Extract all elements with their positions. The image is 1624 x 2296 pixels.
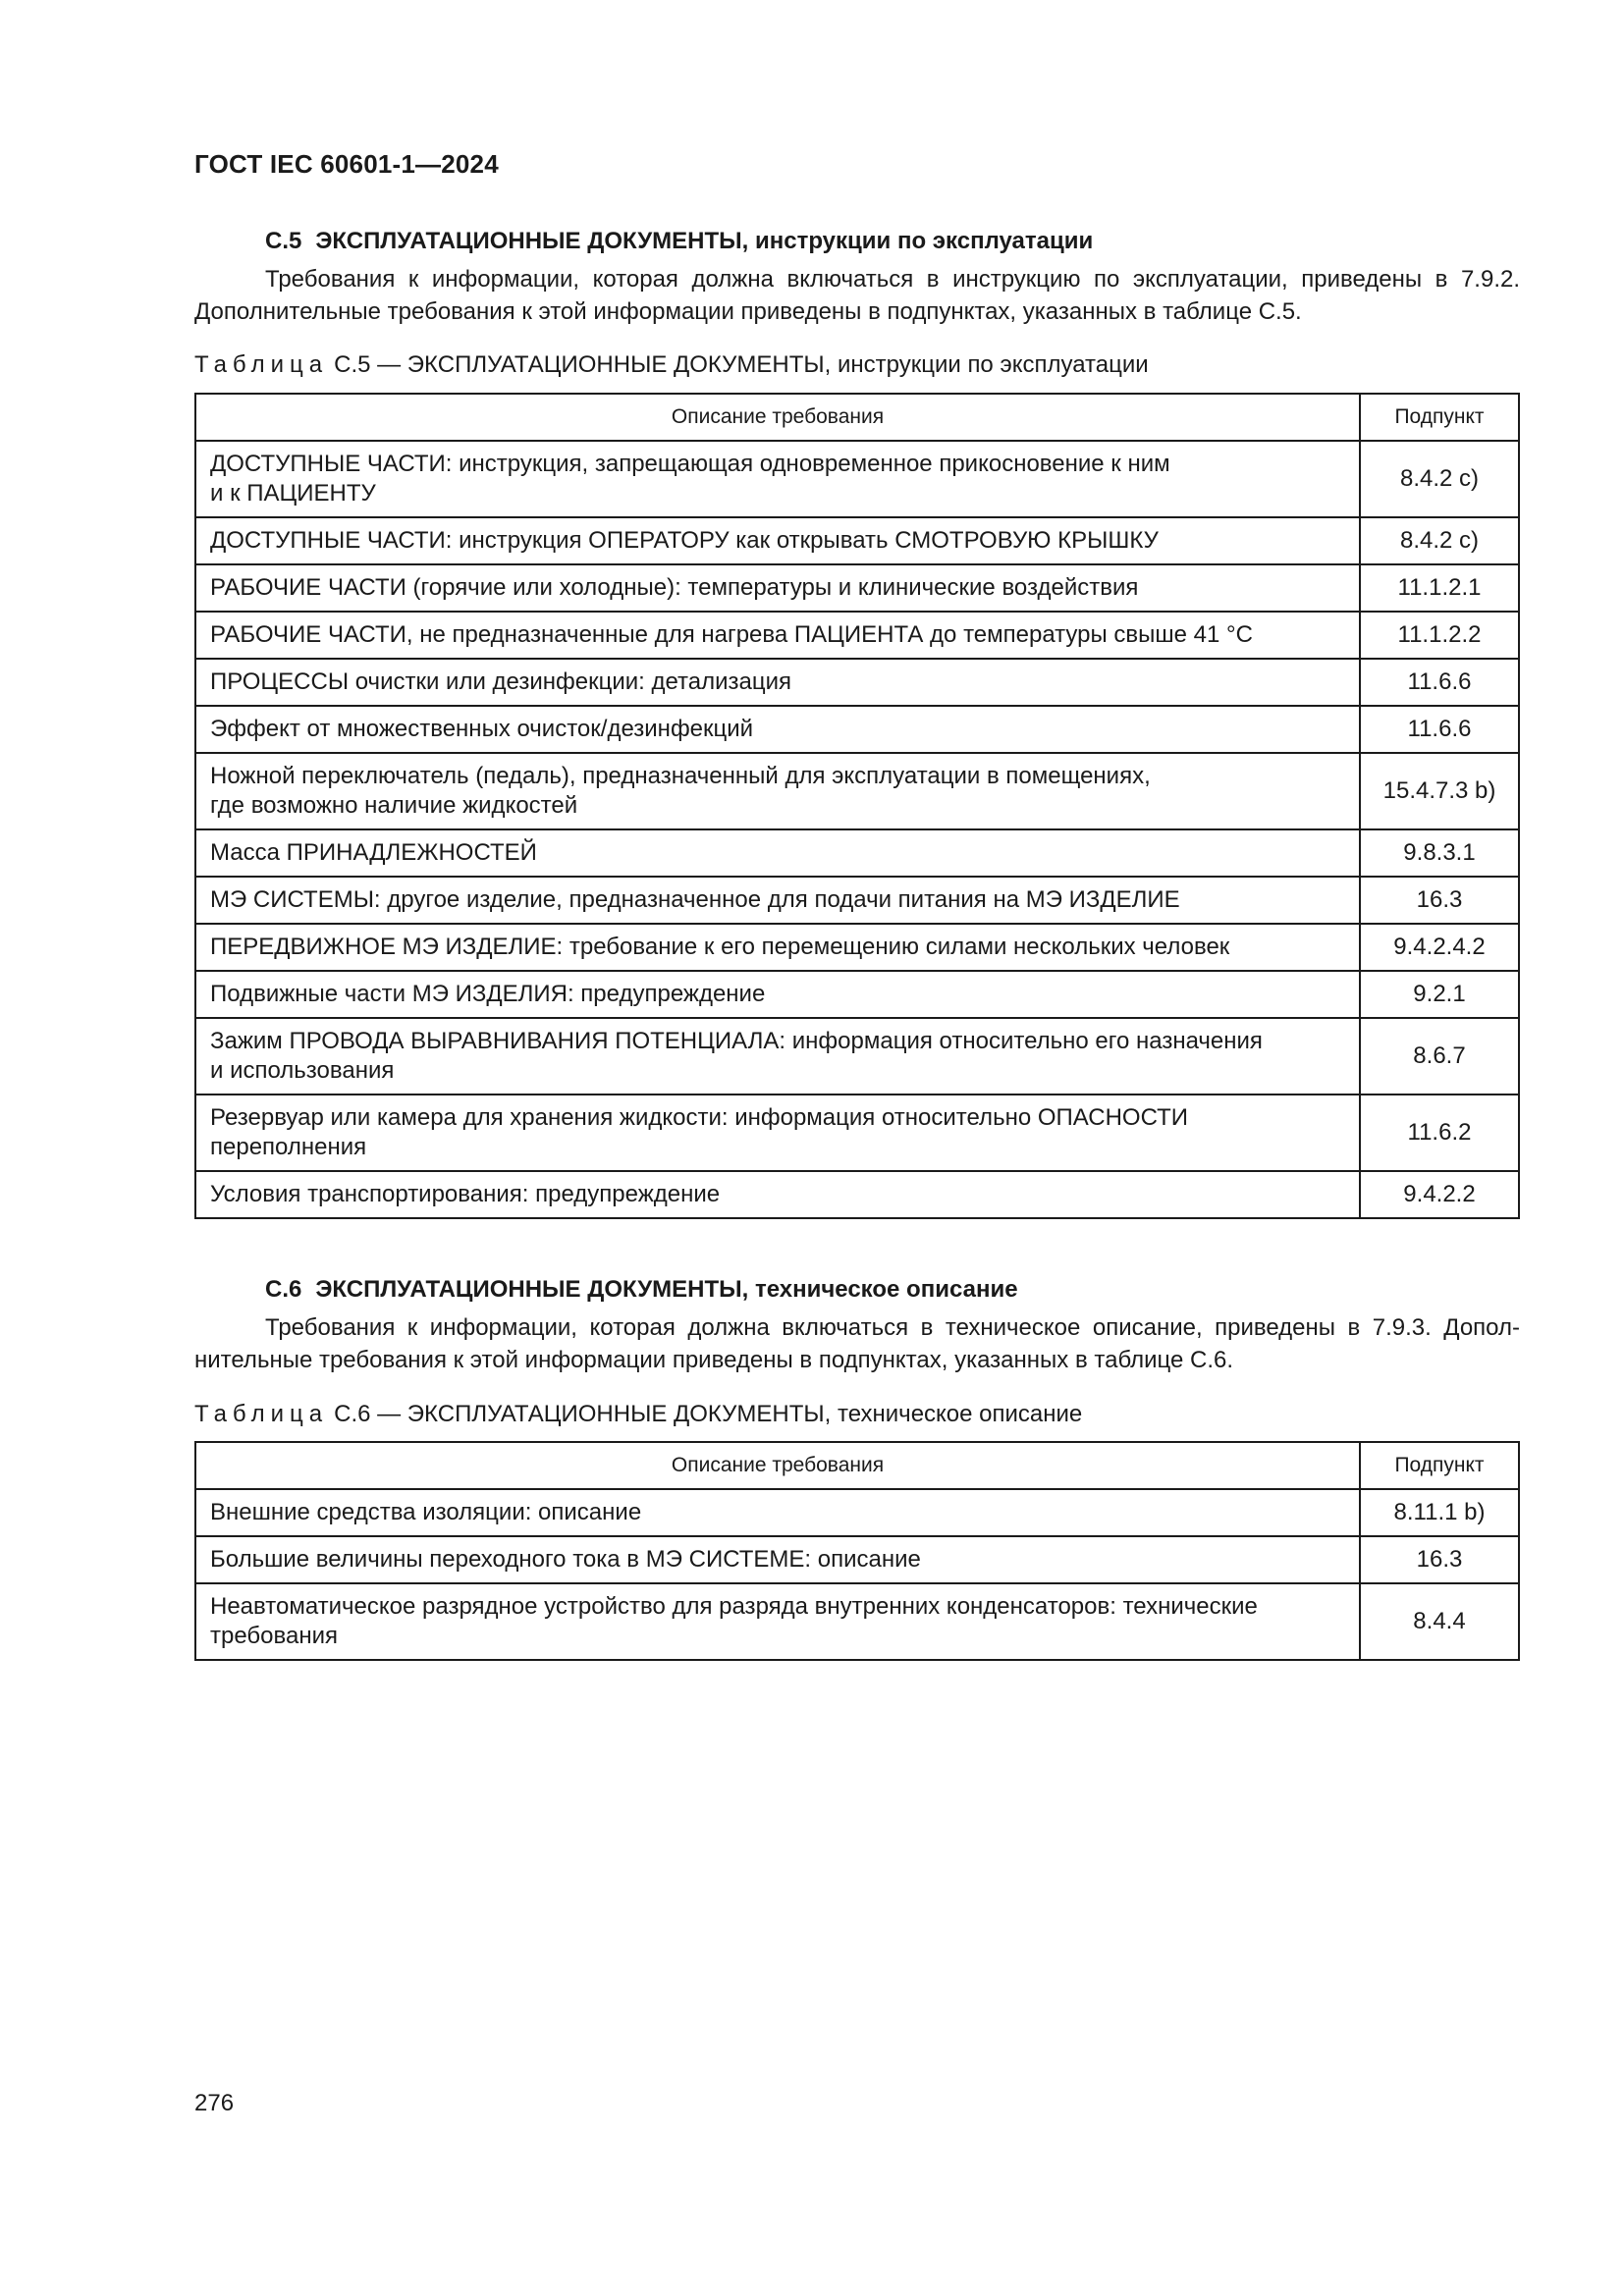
table-row [195, 1095, 1519, 1171]
clause-reference: 11.1.2.1 [1360, 564, 1519, 612]
table-body [195, 1489, 1519, 1660]
paragraph-line: нительные требования к этой информации приведены в подпунктах, указанных в таблице С.6. [194, 1347, 1234, 1373]
table-caption-text: С.5 — ЭКСПЛУАТАЦИОННЫЕ ДОКУМЕНТЫ, инструкции по эксплуатации [334, 351, 1149, 378]
column-header-clause: Подпункт [1360, 394, 1519, 441]
requirement-description [195, 753, 1360, 829]
requirement-description [195, 441, 1360, 517]
table-caption-c6 [194, 1401, 1082, 1428]
description-line: ДОСТУПНЫЕ ЧАСТИ: инструкция, запрещающая одновременное прикосновение к ним [210, 451, 1170, 477]
description-line: переполнения [210, 1134, 367, 1160]
description-line: Масса ПРИНАДЛЕЖНОСТЕЙ [210, 839, 537, 866]
table-row [195, 1171, 1519, 1218]
requirement-description [195, 1095, 1360, 1171]
column-header-description: Описание требования [195, 1442, 1360, 1489]
paragraph-line: Требования к информации, которая должна включаться в техническое описание, приведены в 7.9.3. Допол- [265, 1314, 1520, 1341]
description-line: МЭ СИСТЕМЫ: другое изделие, предназначенное для подачи питания на МЭ ИЗДЕЛИЕ [210, 886, 1180, 913]
description-line: РАБОЧИЕ ЧАСТИ (горячие или холодные): температуры и клинические воздействия [210, 574, 1139, 601]
requirement-description [195, 706, 1360, 753]
table-row [195, 924, 1519, 971]
clause-reference: 11.1.2.2 [1360, 612, 1519, 659]
clause-reference: 15.4.7.3 b) [1360, 753, 1519, 829]
clause-reference: 9.4.2.2 [1360, 1171, 1519, 1218]
requirement-description [195, 612, 1360, 659]
column-header-clause: Подпункт [1360, 1442, 1519, 1489]
clause-reference: 9.2.1 [1360, 971, 1519, 1018]
table-row [195, 441, 1519, 517]
description-line: ДОСТУПНЫЕ ЧАСТИ: инструкция ОПЕРАТОРУ как открывать СМОТРОВУЮ КРЫШКУ [210, 527, 1159, 554]
table-caption-text: С.6 — ЭКСПЛУАТАЦИОННЫЕ ДОКУМЕНТЫ, техническое описание [334, 1401, 1083, 1427]
table-row [195, 659, 1519, 706]
clause-reference: 8.11.1 b) [1360, 1489, 1519, 1536]
section-heading-c6 [265, 1276, 1018, 1304]
clause-reference: 16.3 [1360, 877, 1519, 924]
paragraph-line: Дополнительные требования к этой информации приведены в подпунктах, указанных в таблице С.5. [194, 298, 1302, 325]
table-body [195, 441, 1519, 1218]
table-caption-label: Таблица [194, 1401, 329, 1427]
requirement-description [195, 1018, 1360, 1095]
description-line: РАБОЧИЕ ЧАСТИ, не предназначенные для нагрева ПАЦИЕНТА до температуры свыше 41 °С [210, 621, 1253, 648]
section-title: ЭКСПЛУАТАЦИОННЫЕ ДОКУМЕНТЫ, инструкции по эксплуатации [315, 228, 1094, 254]
section-number: С.6 [265, 1276, 302, 1303]
requirement-description [195, 877, 1360, 924]
description-line: Зажим ПРОВОДА ВЫРАВНИВАНИЯ ПОТЕНЦИАЛА: информация относительно его назначения [210, 1028, 1263, 1054]
clause-reference: 9.4.2.4.2 [1360, 924, 1519, 971]
description-line: Большие величины переходного тока в МЭ СИСТЕМЕ: описание [210, 1546, 921, 1573]
section-paragraph-c5 [194, 263, 1520, 328]
table-row [195, 753, 1519, 829]
column-header-description: Описание требования [195, 394, 1360, 441]
requirement-description [195, 1536, 1360, 1583]
clause-reference: 9.8.3.1 [1360, 829, 1519, 877]
clause-reference: 16.3 [1360, 1536, 1519, 1583]
section-heading-c5 [265, 228, 1093, 255]
table-row [195, 517, 1519, 564]
table-row [195, 1583, 1519, 1660]
clause-reference: 8.6.7 [1360, 1018, 1519, 1095]
description-line: где возможно наличие жидкостей [210, 792, 578, 819]
clause-reference: 8.4.4 [1360, 1583, 1519, 1660]
description-line: ПЕРЕДВИЖНОЕ МЭ ИЗДЕЛИЕ: требование к его перемещению силами нескольких человек [210, 934, 1230, 960]
table-caption-c5 [194, 351, 1149, 379]
description-line: Неавтоматическое разрядное устройство для разряда внутренних конденсаторов: технические [210, 1593, 1258, 1620]
page-number: 276 [194, 2090, 235, 2116]
table-row [195, 1018, 1519, 1095]
requirement-description [195, 1171, 1360, 1218]
requirement-description [195, 829, 1360, 877]
description-line: Резервуар или камера для хранения жидкости: информация относительно ОПАСНОСТИ [210, 1104, 1189, 1131]
section-title: ЭКСПЛУАТАЦИОННЫЕ ДОКУМЕНТЫ, техническое описание [315, 1276, 1018, 1303]
requirements-table-c6 [194, 1441, 1520, 1661]
description-line: и использования [210, 1057, 395, 1084]
description-line: Условия транспортирования: предупреждение [210, 1181, 721, 1207]
description-line: требования [210, 1623, 338, 1649]
requirement-description [195, 924, 1360, 971]
requirement-description [195, 564, 1360, 612]
table-caption-label: Таблица [194, 351, 329, 378]
description-line: ПРОЦЕССЫ очистки или дезинфекции: детализация [210, 668, 792, 695]
description-line: Внешние средства изоляции: описание [210, 1499, 642, 1525]
requirement-description [195, 1583, 1360, 1660]
document-header: ГОСТ IEC 60601-1—2024 [194, 149, 499, 179]
table-row [195, 1536, 1519, 1583]
requirement-description [195, 659, 1360, 706]
requirements-table-c5 [194, 393, 1520, 1219]
table-row [195, 877, 1519, 924]
clause-reference: 11.6.6 [1360, 659, 1519, 706]
section-number: С.5 [265, 228, 302, 254]
clause-reference: 8.4.2 c) [1360, 441, 1519, 517]
description-line: Ножной переключатель (педаль), предназначенный для эксплуатации в помещениях, [210, 763, 1151, 789]
description-line: Подвижные части МЭ ИЗДЕЛИЯ: предупреждение [210, 981, 766, 1007]
clause-reference: 8.4.2 c) [1360, 517, 1519, 564]
description-line: и к ПАЦИЕНТУ [210, 480, 376, 507]
requirement-description [195, 517, 1360, 564]
table-row [195, 829, 1519, 877]
paragraph-line: Требования к информации, которая должна включаться в инструкцию по эксплуатации, приведены в 7.9.2. [265, 266, 1520, 293]
table-row [195, 706, 1519, 753]
clause-reference: 11.6.2 [1360, 1095, 1519, 1171]
description-line: Эффект от множественных очисток/дезинфекций [210, 716, 754, 742]
section-paragraph-c6 [194, 1311, 1520, 1376]
table-row [195, 971, 1519, 1018]
table-row [195, 564, 1519, 612]
table-row [195, 612, 1519, 659]
clause-reference: 11.6.6 [1360, 706, 1519, 753]
table-row [195, 1489, 1519, 1536]
requirement-description [195, 1489, 1360, 1536]
requirement-description [195, 971, 1360, 1018]
